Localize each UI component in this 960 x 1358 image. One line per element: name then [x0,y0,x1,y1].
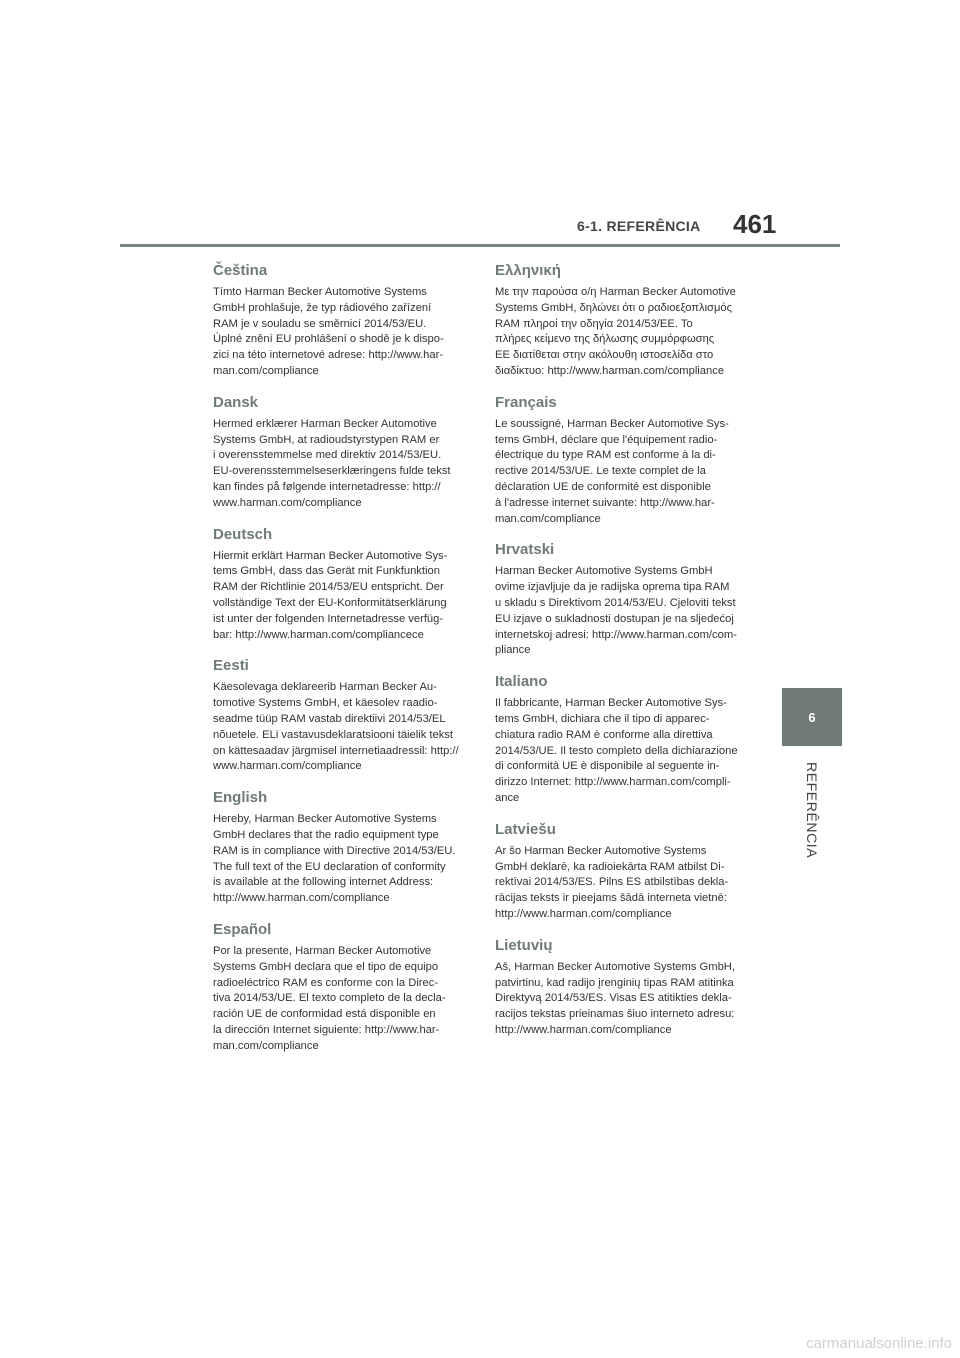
section-body: Ar šo Harman Becker Automotive Systems GmbH deklarē, ka radioiekārta RAM atbilst Di- rektīvai 2014/53/ES. Pilns ES atbilstības dekla- rācijas teksts ir pieejams šādā interneta vietnē: http://www.harman.com/compliance [495,844,729,920]
section-dansk [213,394,465,512]
section-heading: Deutsch [213,525,273,543]
section-body: Hermed erklærer Harman Becker Automotive Systems GmbH, at radioudstyrstypen RAM er i overensstemmelse med direktiv 2014/53/EU. EU-overensstemmelseserklæringens fulde tekst kan findes på følgende internetadresse: http:// www.harman.com/compliance [213,417,451,509]
section-italiano [495,673,747,807]
section-heading: Hrvatski [495,541,555,559]
section-body: Aš, Harman Becker Automotive Systems GmbH, patvirtinu, kad radijo įrenginių tipas RAM atitinka Direktyvą 2014/53/ES. Visas ES atitikties dekla- racijos tekstas prieinamas šiuo interneto adresu: http://www.harman.com/compliance [495,960,735,1036]
section-body: Harman Becker Automotive Systems GmbH ovime izjavljuje da je radijska oprema tipa RAM u skladu s Direktivom 2014/53/EU. Cjeloviti tekst EU izjave o sukladnosti dostupan je na sljedećoj internetskoj adresi: http://www.harman.com/com- pliance [495,565,737,657]
section-title: 6-1. REFERÊNCIA [577,218,701,234]
chapter-label: REFERÊNCIA [804,762,820,859]
right-column [495,262,747,1053]
section-english [213,789,465,907]
section-latviesu [495,821,747,923]
section-heading: Français [495,393,557,411]
section-heading: Español [213,920,272,938]
section-body: Le soussigné, Harman Becker Automotive Sys- tems GmbH, déclare que l'équipement radio- électrique du type RAM est conforme à la di- rective 2014/53/UE. Le texte complet de la déclaration UE de conformité est disponible à l'adresse internet suivante: http://www.har- man.com/compliance [495,417,729,525]
section-cestina [213,262,465,380]
section-espanol [213,921,465,1055]
section-heading: Latviešu [495,820,556,838]
section-heading: Eesti [213,657,249,675]
page-number: 461 [733,209,777,239]
chapter-number: 6 [808,709,816,725]
section-body: Por la presente, Harman Becker Automotive Systems GmbH declara que el tipo de equipo radioeléctrico RAM es conforme con la Direc- tiva 2014/53/UE. El texto completo de la decla- ración UE de conformidad está disponible en la dirección Internet siguiente: http://www.har- man.com/compliance [213,944,446,1052]
section-eesti [213,657,465,775]
section-body: Με την παρούσα ο/η Harman Becker Automotive Systems GmbH, δηλώνει ότι ο ραδιοεξοπλισμός RAM πληροί την οδηγία 2014/53/ΕΕ. Το πλήρες κείμενο της δήλωσης συμμόρφωσης ΕΕ διατίθεται στην ακόλουθη ιστοσελίδα στο διαδίκτυο: http://www.harman.com/compliance [495,286,736,377]
section-lietuviu [495,937,747,1039]
left-column [213,262,465,1068]
section-heading: Lietuvių [495,936,553,954]
section-heading: Dansk [213,393,259,411]
section-body: Il fabbricante, Harman Becker Automotive Sys- tems GmbH, dichiara che il tipo di apparec- chiatura radio RAM è conforme alla direttiva 2014/53/UE. Il testo completo della dichiarazione di conformità UE è disponibile al seguente in- dirizzo Internet: http://www.harman.com/compli- ance [495,697,738,804]
section-hrvatski [495,541,747,659]
section-deutsch [213,526,465,644]
section-francais [495,394,747,528]
chapter-tab[interactable] [782,688,842,746]
section-heading: Italiano [495,673,548,691]
section-heading: Čeština [213,262,268,279]
section-body: Käesolevaga deklareerib Harman Becker Au- tomotive Systems GmbH, et käesolev raadio- seadme tüüp RAM vastab direktiivi 2014/53/EL nõuetele. ELi vastavusdeklaratsiooni täielik tekst on kättesaadav järgmisel internetiaadressil: http:// www.harman.com/compliance [213,681,459,773]
section-ellinika [495,262,747,380]
section-heading: Ελληνική [495,262,561,279]
section-body: Hereby, Harman Becker Automotive Systems GmbH declares that the radio equipment type RAM is in compliance with Directive 2014/53/EU. The full text of the EU declaration of conformity is available at the following internet Address: http://www.harman.com/compliance [213,813,456,905]
section-heading: English [213,789,268,807]
section-body: Tímto Harman Becker Automotive Systems GmbH prohlašuje, že typ rádiového zařízení RAM je v souladu se směrnicí 2014/53/EU. Úplné znění EU prohlášení o shodě je k dispo- zici na této internetové adrese: http://www.har- man.com/compliance [213,286,444,377]
header-divider [120,244,840,247]
watermark-text: carmanualsonline.info [806,1335,952,1352]
section-body: Hiermit erklärt Harman Becker Automotive Sys- tems GmbH, dass das Gerät mit Funkfunktion RAM der Richtlinie 2014/53/EU entspricht. Der vollständige Text der EU-Konformitätserklärung ist unter der folgenden Internetadresse verfüg- bar: http://www.harman.com/compliancece [213,549,448,641]
